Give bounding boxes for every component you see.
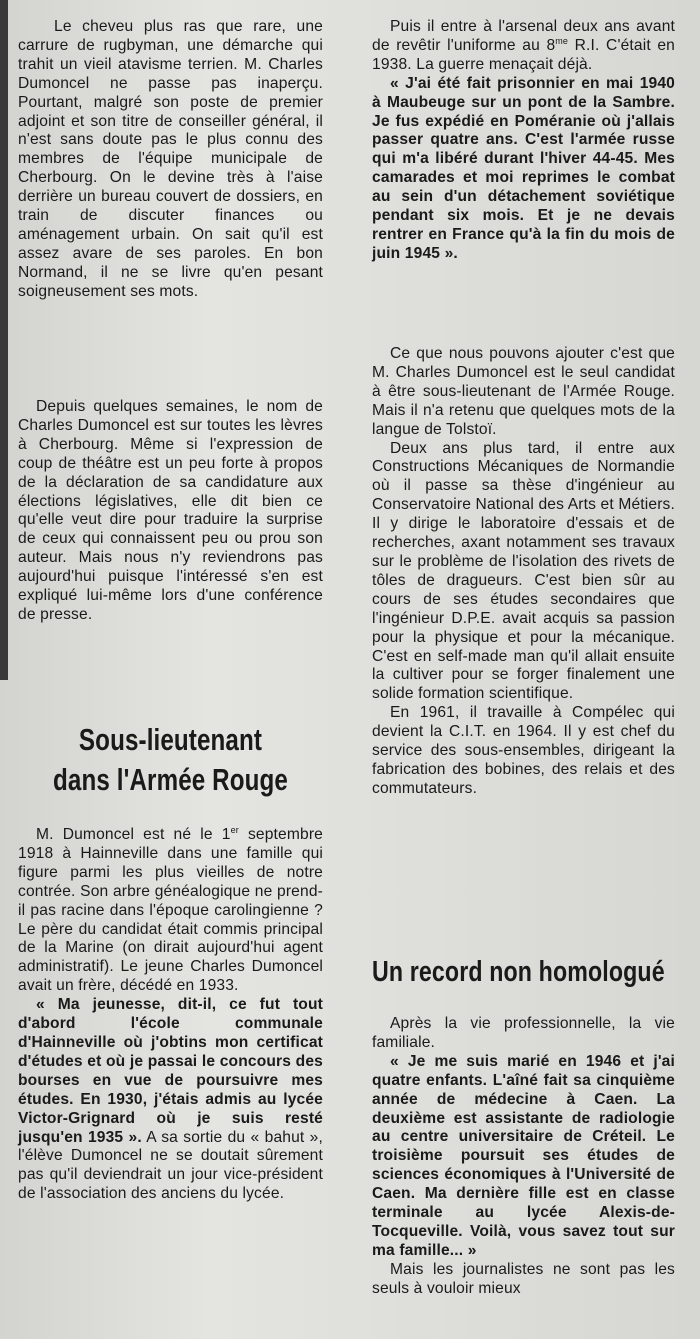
- heading-line-1: Sous-lieutenant: [78, 722, 263, 757]
- right-family-block: [372, 1015, 675, 1299]
- section-heading-sous-lieutenant: [52, 720, 290, 800]
- youth-quote-text: « Ma jeunesse, dit-il, ce fut tout d'abord l'école communale d'Hainneville où j'obtins mon certificat d'études et où je passai le concours des bourses en vue de poursuivre mes études. En 1930, j'étais admis au lycée Victor-Grignard où je suis resté jusqu'en 1935 ».: [18, 996, 323, 1146]
- right-paragraph-red-army: Ce que nous pouvons ajouter c'est que M. Charles Dumoncel est le seul candidat à être sous-lieutenant de l'Armée Rouge. Mais il n'a retenu que quelques mots de la langue de Tolstoï.: [372, 345, 675, 438]
- left-paragraph-birth: [18, 826, 323, 996]
- arsenal-text-a: Puis il entre à l'arsenal deux ans avant de revêtir l'uniforme au 8: [372, 18, 675, 54]
- right-paragraph-arsenal: [372, 18, 675, 75]
- birth-text-b: septembre 1918 à Hainneville dans une famille qui figure parmi les plus vieilles de notre contrée. Son arbre généalogique ne prend-il pas racine dans l'époque carolingienne ? Le père du candidat était commis principal de la Marine (on dirait aujourd'hui agent administratif). Le jeune Charles Dumoncel avait un frère, décédé en 1933.: [18, 826, 323, 995]
- right-career-block: [372, 345, 675, 799]
- page-edge-shadow: [0, 0, 8, 680]
- left-quote-youth: [18, 996, 323, 1204]
- lycee-text: A sa sortie du « bahut », l'élève Dumoncel ne se doutait sûrement pas qu'il deviendrait un jour vice-président de l'association des anciens du lycée.: [18, 1128, 323, 1203]
- left-biography-block: [18, 826, 323, 1204]
- left-paragraph-intro: Le cheveu plus ras que rare, une carrure de rugbyman, une démarche qui trahit un vieil atavisme terrien. M. Charles Dumoncel ne passe pas inaperçu. Pourtant, malgré son poste de premier adjoint et son titre de conseiller général, il n'est sans doute pas le plus connu des membres de l'équipe municipale de Cherbourg. On le devine très à l'aise derrière un bureau couvert de dossiers, en train de discuter finances ou aménagement urbain. On sait qu'il est assez avare de ses paroles. En bon Normand, il ne se livre qu'en pesant soigneusement ses mots.: [18, 18, 323, 300]
- right-quote-family: « Je me suis marié en 1946 et j'ai quatre enfants. L'aîné fait sa cinquième année de médecine à Caen. La deuxième est assistante de radiologie au centre universitaire de Créteil. Le troisième poursuit ses études de sciences économiques à l'Université de Caen. Ma dernière fille est en classe terminale au lycée Alexis-de-Tocqueville. Voilà, vous savez tout sur ma famille... »: [372, 1052, 675, 1259]
- right-paragraph-compelec: En 1961, il travaille à Compélec qui devient la C.I.T. en 1964. Il y est chef du service des sous-ensembles, dirigeant la fabrication des bobines, des relais et des commutateurs.: [372, 704, 675, 797]
- right-paragraph-engineer: Deux ans plus tard, il entre aux Constructions Mécaniques de Normandie où il passe sa thèse d'ingénieur au Conservatoire National des Arts et Métiers. Il y dirige le laboratoire d'essais et de recherches, axant notamment ses travaux sur le problème de l'isolation des rivets de tôles de dragueurs. C'est bien sûr au cours de ses études secondaires que l'ingénieur D.P.E. avait acquis sa passion pour la physique et pour la mécanique. C'est en self-made man qu'il allait ensuite la cultiver pour se forger finalement une solide formation scientifique.: [372, 439, 675, 703]
- right-paragraph-family-intro: Après la vie professionnelle, la vie familiale.: [372, 1015, 675, 1051]
- birth-text-a: M. Dumoncel est né le 1: [36, 826, 231, 843]
- right-paragraph-journalists: Mais les journalistes ne sont pas les seuls à vouloir mieux: [372, 1260, 675, 1297]
- right-quote-prisoner: « J'ai été fait prisonnier en mai 1940 à Maubeuge sur un pont de la Sambre. Je fus expédié en Poméranie où j'allais passer quatre ans. C'est l'armée russe qui m'a libéré durant l'hiver 44-45. Mes camarades et moi reprimes le combat au sein d'un détachement soviétique pendant six mois. Et je ne devais rentrer en France qu'à la fin du mois de juin 1945 ».: [372, 74, 675, 262]
- arsenal-text-b: R.I. C'était en 1938. La guerre menaçait déjà.: [372, 36, 675, 73]
- right-war-block: [372, 18, 675, 264]
- birth-superscript: er: [230, 824, 239, 835]
- section-heading-record: Un record non homologué: [372, 956, 665, 988]
- heading-line-2: dans l'Armée Rouge: [53, 762, 288, 797]
- left-paragraph-candidacy: Depuis quelques semaines, le nom de Charles Dumoncel est sur toutes les lèvres à Cherbourg. Même si l'expression de coup de théâtre est un peu forte à propos de la déclaration de sa candidature aux élections législatives, elle dit bien ce qu'elle veut dire pour traduire la surprise de ceux qui connaissent peu ou prou son auteur. Mais nous n'y reviendrons pas aujourd'hui puisque l'intéressé s'en est expliqué lui-même lors d'une conférence de presse.: [18, 398, 323, 623]
- arsenal-superscript: me: [555, 35, 569, 46]
